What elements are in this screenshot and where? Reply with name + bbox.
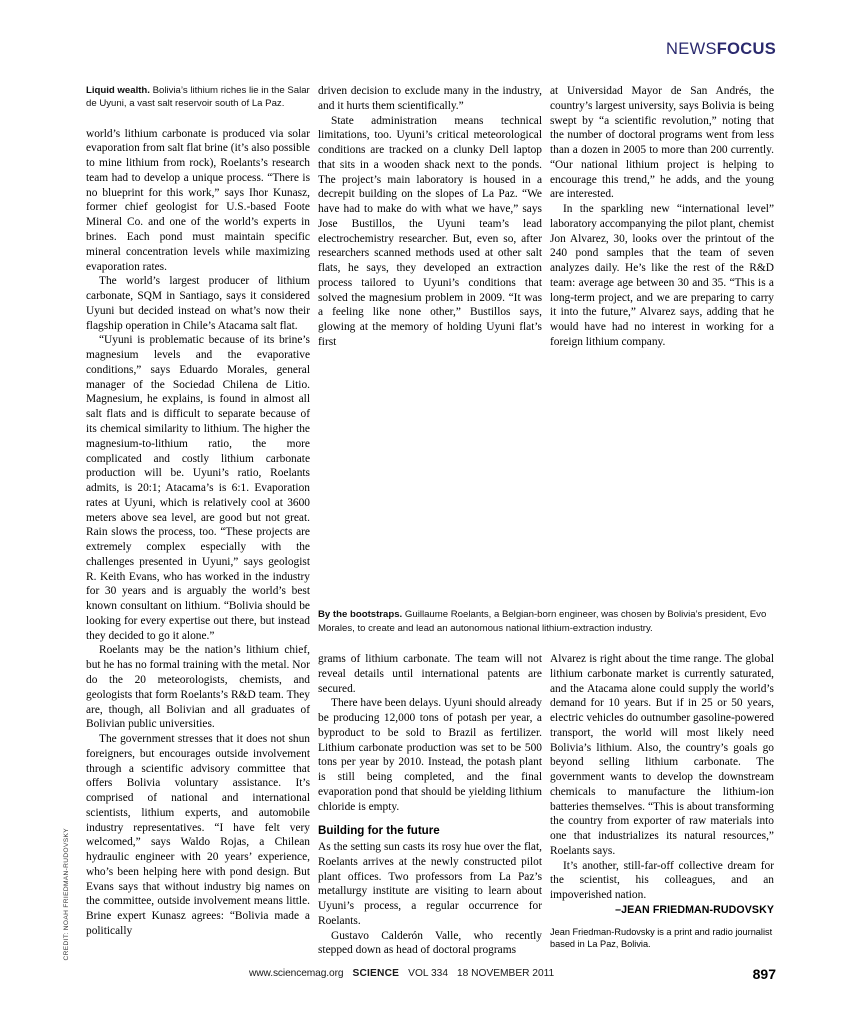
section-subhead: Building for the future (318, 824, 440, 838)
author-byline: –JEAN FRIEDMAN-RUDOVSKY (615, 904, 774, 917)
photo-caption (318, 608, 775, 635)
text-column-1 (86, 84, 310, 939)
paragraph: at Universidad Mayor de San Andrés, the country’s largest university, says Bolivia is being swept by “a scientific revolution,” noting that the number of doctoral programs went from less than a dozen in 2005 to more than 200 currently. “Our national lithium project is helping to encourage this trend,” he adds, and the young are interested. (550, 85, 774, 201)
footer-magazine: SCIENCE (352, 968, 400, 979)
paragraph: The world’s largest producer of lithium carbonate, SQM in Santiago, says it considered Uyuni but decided instead on what’s now their flagship operation in Chile’s Atacama salt flat. (86, 275, 310, 332)
paragraph: There have been delays. Uyuni should already be producing 12,000 tons of potash per year, a byproduct to be sold to Brazil as fertilizer. Lithium carbonate production was set to be 500 tons per year by 2010. Instead, the potash plant is still being completed, and the final evaporation pond that should be yielding lithium chloride is empty. (318, 697, 542, 813)
footer-volume: VOL 334 (408, 968, 448, 979)
top-photo-caption (86, 84, 310, 111)
section-header (666, 40, 776, 59)
section-header-news: NEWS (666, 40, 717, 58)
paragraph: State administration means technical limitations, too. Uyuni’s critical meteorological conditions are tracked on a clunky Dell laptop that sits in a wooden shack next to the ponds. The project’s main laboratory is housed in a decrepit building on the slopes of La Paz. “We have had to make do with what we have,” says Jose Bustillos, the Uyuni team’s lead electrochemistry researcher. But, even so, after researchers scanned methods used at other salt flats, he says, they developed an extraction process tailored to Uyuni’s conditions that solved the magnesium problem in 2009. “It was a feeling like none other,” Bustillos says, glowing at the memory of holding Uyuni flat’s first (318, 114, 542, 349)
page-footer (0, 968, 860, 990)
paragraph: Roelants may be the nation’s lithium chief, but he has no formal training with the metal. Nor do the 20 meteorologists, chemists, and geologists that form Roelants’s R&D team. They are, though, all Bolivian and all graduates of Bolivian public universities. (86, 644, 310, 731)
paragraph: In the sparkling new “international level” laboratory accompanying the pilot plant, chemist Jon Alvarez, 30, looks over the printout of the 240 pond samples that the team of seven analyzes daily. He’s like the rest of the R&D team: average age between 30 and 35. “This is a long-term project, and we are preparing to carry it into the future,” Alvarez says, adding that he would have had no interest in working for a foreign lithium company. (550, 203, 774, 349)
footer-date: 18 NOVEMBER 2011 (457, 968, 555, 979)
author-bio: Jean Friedman-Rudovsky is a print and radio journalist based in La Paz, Bolivia. (550, 926, 773, 950)
paragraph: “Uyuni is problematic because of its brine’s magnesium levels and the evaporative conditions,” says Eduardo Morales, general manager of the Sociedad Chilena de Litio. Magnesium, he explains, is found in almost all salt flats and is difficult to separate because of its chemical similarity to lithium. The higher the magnesium-to-lithium ratio, the more complicated and costly lithium carbonate production will be. Uyuni’s ratio, Roelants admits, is 20:1; Atacama’s is 6:1. Evaporation rates at Uyuni, which is relatively cool at 3600 meters above sea level, are good but not great. Rain slows the process, too. “These projects are extremely complex especially with the challenges presented in Uyuni,” says geologist R. Keith Evans, who has worked in the industry for 30 years and is arguably the world’s best known consultant on lithium. “Bolivia should be looking for every expertise out there, but instead they decided to go it alone.” (86, 334, 310, 642)
article-photo (318, 372, 775, 600)
paragraph: grams of lithium carbonate. The team will not reveal details until international patents are secured. (318, 653, 542, 695)
paragraph: It’s another, still-far-off collective dream for the scientist, his colleagues, and an impoverished nation. (550, 859, 774, 902)
caption-spacer (86, 111, 310, 127)
paragraph: As the setting sun casts its rosy hue over the flat, Roelants arrives at the newly constructed pilot plant offices. Two professors from La Paz’s metallurgy institute are visiting to learn about Uyuni’s process, a regular occurrence for Roelants. (318, 841, 542, 927)
text-column-3-bottom (550, 652, 774, 951)
text-column-2-bottom (318, 652, 542, 958)
paragraph: The government stresses that it does not shun foreigners, but encourages outside involvement through a scientific advisory committee that offers Bolivia voluntary assistance. It’s comprised of national and international scientists, lithium experts, and automobile industry representatives. “I have felt very welcomed,” says Waldo Rojas, a Chilean hydraulic engineer with 20 years’ experience, who’s been helping here with pond design. But Evans says that without industry big names on the committee, outside involvement means little. Brine expert Kunasz agrees: “Bolivia made a politically (86, 733, 310, 937)
text-column-3-top (550, 84, 774, 350)
photo-credit: CREDIT: NOAH FRIEDMAN-RUDOVSKY (63, 828, 70, 961)
text-column-2-top (318, 84, 542, 350)
footer-text (249, 968, 554, 979)
footer-url[interactable]: www.sciencemag.org (249, 968, 344, 979)
paragraph: world’s lithium carbonate is produced via solar evaporation from salt flat brine (it’s also possible to mine lithium from rock), Roelants’s research team had to develop a unique process. “There is no blueprint for this work,” says Ihor Kunasz, former chief geologist for U.S.-based Foote Mineral Co. and one of the world’s experts in brines. Each pond must maintain specific mineral concentration levels while maximizing evaporation rates. (86, 127, 310, 273)
paragraph: Alvarez is right about the time range. The global lithium carbonate market is currently saturated, and the Atacama alone could supply the world’s demand for 10 years. But if in 25 or 50 years, electric vehicles do outnumber gasoline-powered transport, the world will most likely need Bolivia’s lithium. Also, the country’s goals go beyond selling lithium carbonate. The government wants to develop the downstream chemicals to manufacture the lithium-ion batteries themselves. “This is about transforming the country from exporter of raw materials into one that industrializes its natural resources,” Roelants says. (550, 653, 774, 857)
paragraph: driven decision to exclude many in the industry, and it hurts them scientifically.” (318, 85, 542, 112)
photo-caption-lead: By the bootstraps. (318, 609, 403, 620)
section-header-focus: FOCUS (716, 40, 776, 58)
paragraph: Gustavo Calderón Valle, who recently stepped down as head of doctoral programs (318, 929, 542, 957)
top-photo-caption-text: Bolivia’s lithium riches lie in the Salar de Uyuni, a vast salt reservoir south of La Paz. (86, 85, 310, 110)
top-photo-caption-lead: Liquid wealth. (86, 85, 150, 96)
page-number: 897 (752, 966, 776, 982)
photo-caption-text: Guillaume Roelants, a Belgian-born engineer, was chosen by Bolivia’s president, Evo Morales, to create and lead an autonomous national lithium-extraction industry. (318, 609, 767, 634)
